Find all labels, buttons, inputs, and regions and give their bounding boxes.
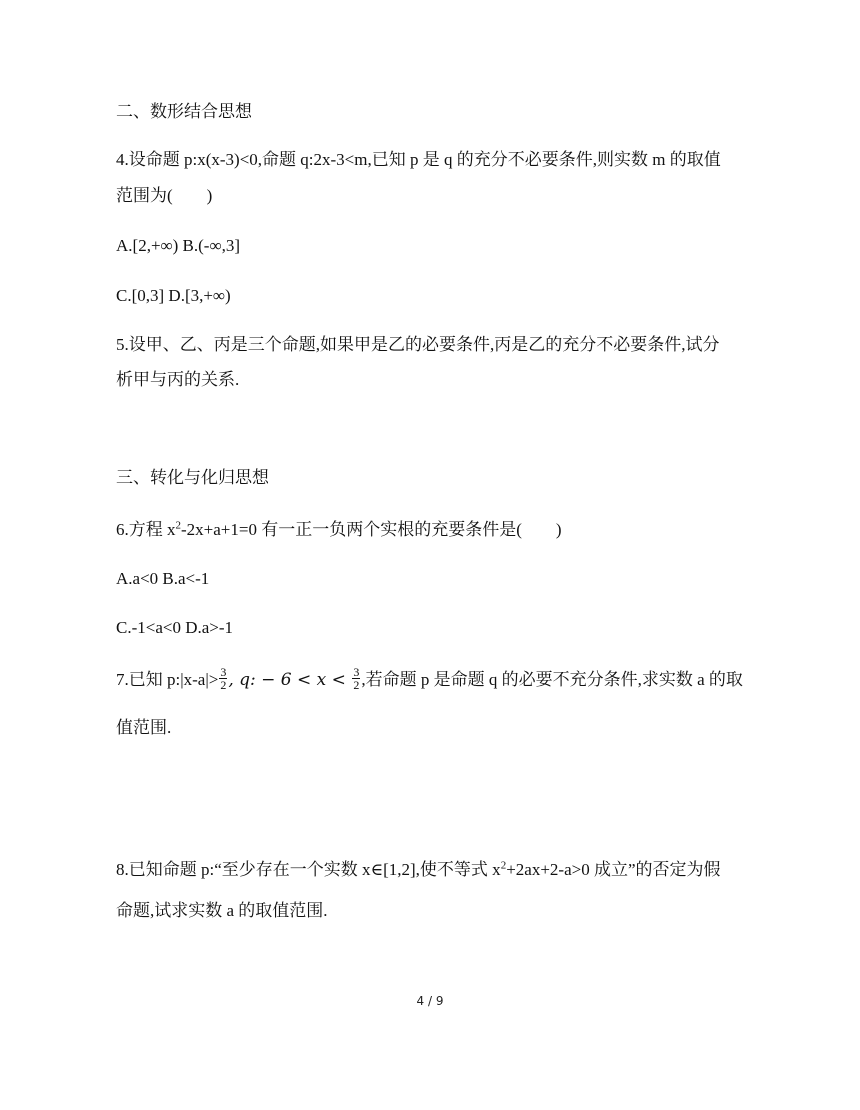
question-4-line-1: 4.设命题 p:x(x-3)<0,命题 q:2x-3<m,已知 p 是 q 的充分不必要条件,则实数 m 的取值	[116, 150, 721, 169]
question-4-options-ab: A.[2,+∞) B.(-∞,3]	[116, 236, 240, 255]
question-5-line-1: 5.设甲、乙、丙是三个命题,如果甲是乙的必要条件,丙是乙的充分不必要条件,试分	[116, 335, 720, 354]
question-7-text-3: <	[326, 670, 352, 690]
question-4-options-cd: C.[0,3] D.[3,+∞)	[116, 286, 231, 305]
question-6-options-cd: C.-1<a<0 D.a>-1	[116, 618, 234, 637]
question-7-line-1	[116, 664, 743, 694]
fraction-numerator: 3	[220, 664, 227, 679]
question-7-line-2: 值范围.	[116, 718, 172, 737]
question-8-text-post: +2ax+2-a>0 成立”的否定为假	[506, 860, 721, 879]
variable-x: x	[316, 670, 327, 690]
question-6-superscript: 2	[175, 519, 181, 532]
question-8-line-1	[116, 858, 721, 882]
question-7-text-4: ,若命题 p 是命题 q 的必要不充分条件,求实数 a 的取	[361, 670, 743, 689]
fraction-denominator: 2	[353, 677, 360, 692]
fraction-three-halves	[219, 666, 227, 691]
fraction-denominator: 2	[220, 677, 227, 692]
page-number: 4 / 9	[416, 994, 444, 1008]
section-3-heading: 三、转化与化归思想	[116, 468, 269, 487]
question-8-line-2: 命题,试求实数 a 的取值范围.	[116, 901, 328, 920]
question-5-line-2: 析甲与丙的关系.	[116, 370, 240, 389]
question-4-line-2: 范围为( )	[116, 186, 213, 205]
fraction-three-halves-2	[352, 666, 360, 691]
question-6-options-ab: A.a<0 B.a<-1	[116, 569, 210, 588]
question-8-text-pre: 8.已知命题 p:“至少存在一个实数 x∈[1,2],使不等式 x	[116, 860, 501, 879]
question-7-text-2: , q: − 6 <	[228, 670, 317, 690]
question-7-text-1: 7.已知 p:|x-a|>	[116, 670, 219, 689]
question-6-line-1	[116, 518, 562, 542]
question-8-superscript: 2	[500, 859, 507, 872]
question-6-text-post: -2x+a+1=0 有一正一负两个实根的充要条件是( )	[181, 520, 562, 539]
fraction-numerator: 3	[353, 664, 360, 679]
section-2-heading: 二、数形结合思想	[116, 102, 252, 121]
question-6-text-pre: 6.方程 x	[116, 520, 176, 539]
